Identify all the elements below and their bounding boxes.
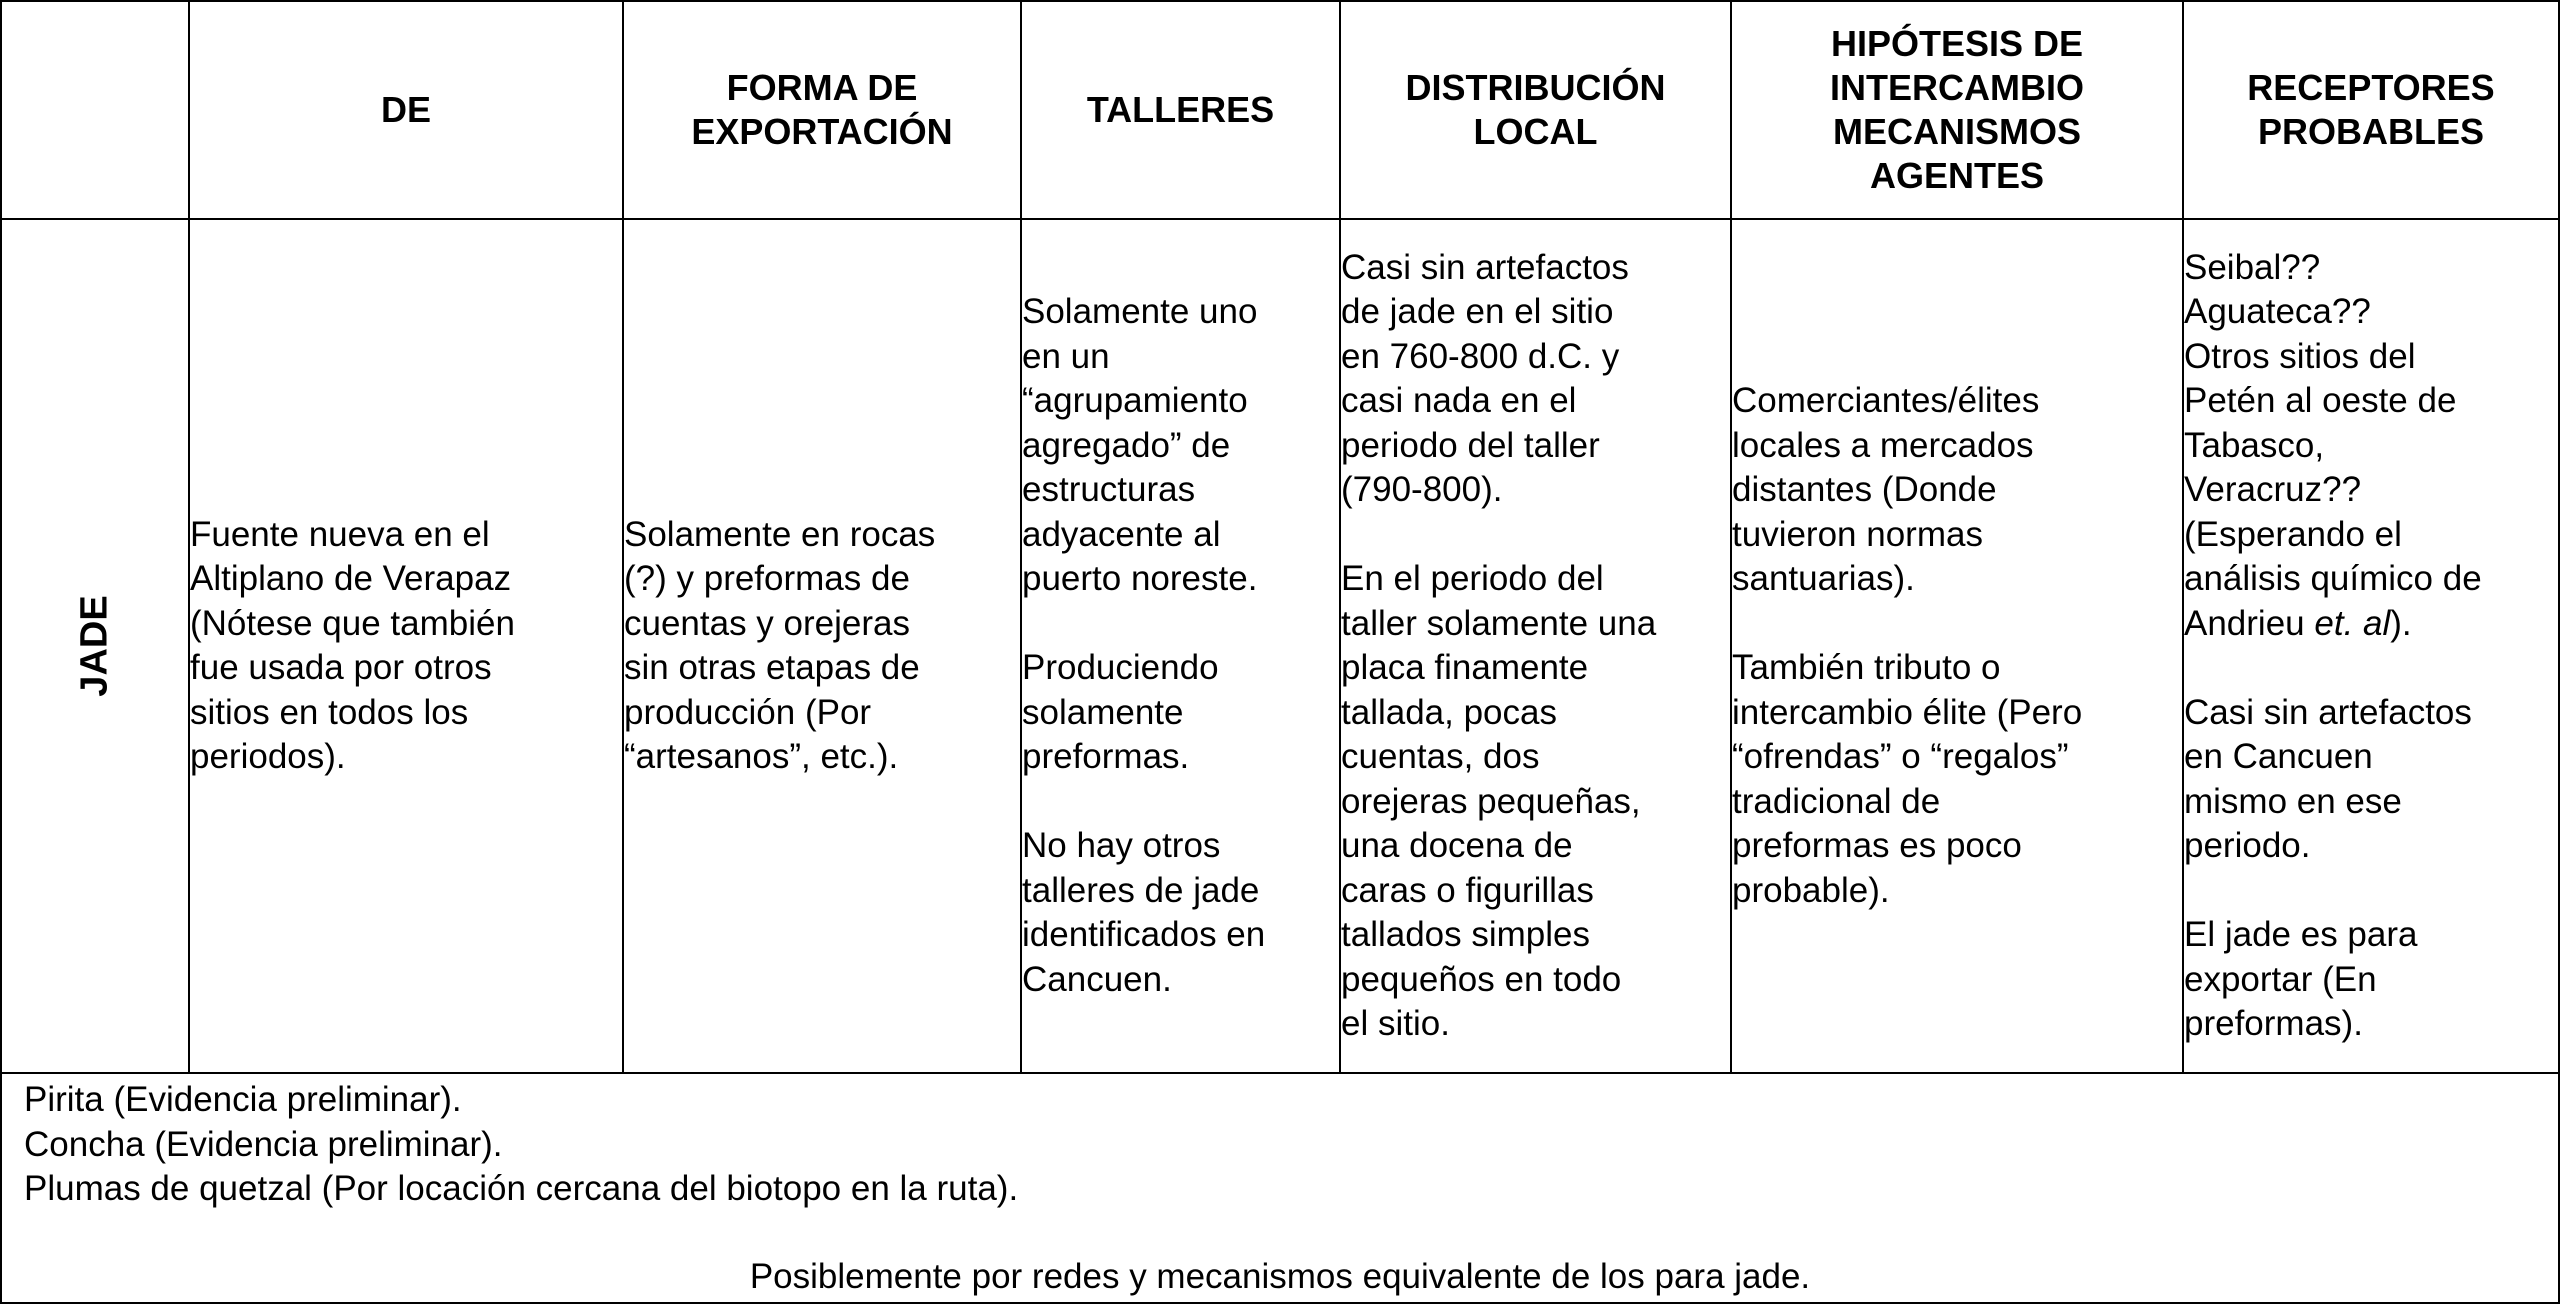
text-line: tallada, pocas bbox=[1341, 692, 1557, 732]
text-line: Fuente nueva en el bbox=[190, 514, 490, 554]
text-line: El jade es para bbox=[2184, 915, 2418, 954]
text-line: HIPÓTESIS DE bbox=[1830, 23, 2084, 64]
text-line: Plumas de quetzal (Por locación cercana del biotopo en la ruta). bbox=[24, 1169, 1019, 1208]
footer-centered-note: Posiblemente por redes y mecanismos equivalente de los para jade. bbox=[749, 1256, 1811, 1296]
header-de bbox=[189, 1, 623, 219]
cell-de bbox=[189, 219, 623, 1073]
text-line: de jade en el sitio bbox=[1341, 292, 1614, 331]
text-line: el sitio. bbox=[1341, 1004, 1450, 1043]
text-line: producción (Por bbox=[624, 692, 872, 732]
text-line: placa finamente bbox=[1341, 648, 1589, 687]
text-line: No hay otros bbox=[1022, 826, 1221, 865]
text-line: LOCAL bbox=[1473, 111, 1598, 152]
text-line: estructuras bbox=[1022, 470, 1196, 509]
text-line: fue usada por otros bbox=[190, 648, 492, 687]
text-line: en un bbox=[1022, 336, 1110, 376]
text-line: “artesanos”, etc.). bbox=[624, 737, 899, 776]
text-line: distantes (Donde bbox=[1732, 470, 1997, 509]
header-row bbox=[1, 1, 2559, 219]
text-line: adyacente al bbox=[1022, 514, 1221, 554]
cell-distribucion bbox=[1340, 219, 1731, 1073]
text-line: Comerciantes/élites bbox=[1732, 381, 2040, 420]
text-line: (790-800). bbox=[1341, 470, 1503, 509]
text-line: RECEPTORES bbox=[2247, 67, 2495, 108]
text-line: MECANISMOS bbox=[1832, 111, 2081, 152]
cell-hipotesis bbox=[1731, 219, 2183, 1073]
distribucion-paragraph-2 bbox=[1341, 557, 1730, 1047]
row-label-jade: JADE bbox=[73, 595, 116, 697]
text-line: Cancuen. bbox=[1022, 959, 1172, 999]
text-line: DISTRIBUCIÓN bbox=[1405, 67, 1666, 108]
footer-cell bbox=[1, 1073, 2559, 1303]
text-line: tallados simples bbox=[1341, 915, 1590, 954]
text-line: “ofrendas” o “regalos” bbox=[1732, 737, 2069, 776]
text-line: Solamente en rocas bbox=[624, 514, 936, 554]
text-line: Solamente uno bbox=[1022, 292, 1258, 331]
jade-row bbox=[1, 219, 2559, 1073]
text-line: casi nada en el bbox=[1341, 381, 1577, 420]
text-line: (Esperando el bbox=[2184, 514, 2402, 554]
text-line: Aguateca?? bbox=[2184, 292, 2371, 331]
row-label-cell bbox=[1, 219, 189, 1073]
text-line: preformas. bbox=[1022, 737, 1190, 776]
text-line: cuentas, dos bbox=[1341, 737, 1540, 776]
text-line: preformas es poco bbox=[1732, 826, 2022, 865]
text-line: PROBABLES bbox=[2257, 111, 2485, 152]
text-line: periodos). bbox=[190, 737, 346, 776]
header-forma-de-exportacion bbox=[623, 1, 1021, 219]
receptores-paragraph-1 bbox=[2184, 246, 2558, 602]
text-line: FORMA DE bbox=[726, 67, 918, 108]
text-line: Casi sin artefactos bbox=[1341, 247, 1629, 287]
text-line: sitios en todos los bbox=[190, 692, 469, 732]
text-line: una docena de bbox=[1341, 826, 1573, 865]
text-line: TALLERES bbox=[1086, 89, 1275, 130]
hipotesis-paragraph-1 bbox=[1732, 379, 2182, 602]
cell-forma bbox=[623, 219, 1021, 1073]
text-line: Casi sin artefactos bbox=[2184, 692, 2472, 732]
receptores-paragraph-3 bbox=[2184, 913, 2558, 1047]
text-line: identificados en bbox=[1022, 915, 1266, 954]
header-distribucion-local bbox=[1340, 1, 1731, 219]
text-line: tradicional de bbox=[1732, 781, 1941, 821]
forma-text bbox=[624, 513, 1020, 780]
text-line: orejeras pequeñas, bbox=[1341, 781, 1641, 821]
header-talleres bbox=[1021, 1, 1340, 219]
text-line: “agrupamiento bbox=[1022, 381, 1248, 420]
text-line: caras o figurillas bbox=[1341, 870, 1594, 910]
text-line: periodo. bbox=[2184, 826, 2311, 865]
hipotesis-paragraph-2 bbox=[1732, 646, 2182, 913]
text-line: santuarias). bbox=[1732, 559, 1915, 598]
de-text bbox=[190, 513, 622, 780]
text-line: INTERCAMBIO bbox=[1830, 67, 2084, 108]
text-line: tuvieron normas bbox=[1732, 514, 1983, 554]
text-line: (?) y preformas de bbox=[624, 559, 910, 598]
talleres-paragraph-2 bbox=[1022, 646, 1339, 780]
text-line: Seibal?? bbox=[2184, 247, 2321, 287]
text-line: DE bbox=[380, 89, 431, 130]
text-line: intercambio élite (Pero bbox=[1732, 692, 2083, 732]
text-line: locales a mercados bbox=[1732, 425, 2034, 465]
text-line: AGENTES bbox=[1869, 155, 2045, 196]
header-hipotesis bbox=[1731, 1, 2183, 219]
text-line: Concha (Evidencia preliminar). bbox=[24, 1124, 503, 1164]
text-line: (Nótese que también bbox=[190, 603, 515, 643]
text-line: exportar (En bbox=[2184, 959, 2377, 999]
text-line: talleres de jade bbox=[1022, 870, 1260, 910]
header-material bbox=[1, 1, 189, 219]
text-line: en Cancuen bbox=[2184, 737, 2373, 776]
text-line: Produciendo bbox=[1022, 648, 1219, 687]
talleres-paragraph-1 bbox=[1022, 290, 1339, 602]
text-line: Pirita (Evidencia preliminar). bbox=[24, 1080, 462, 1119]
talleres-paragraph-3 bbox=[1022, 824, 1339, 1002]
text-line: puerto noreste. bbox=[1022, 559, 1258, 598]
receptores-paragraph-2 bbox=[2184, 691, 2558, 869]
cell-receptores bbox=[2183, 219, 2559, 1073]
text-line: EXPORTACIÓN bbox=[691, 111, 953, 152]
text-line: agregado” de bbox=[1022, 425, 1231, 465]
text-line: cuentas y orejeras bbox=[624, 603, 910, 643]
text-line: periodo del taller bbox=[1341, 425, 1600, 465]
text-line: en 760-800 d.C. y bbox=[1341, 336, 1620, 376]
receptores-andrieu-line: Andrieu et. al). bbox=[2184, 603, 2412, 643]
text-line: Otros sitios del bbox=[2184, 336, 2416, 376]
text-line: preformas). bbox=[2184, 1004, 2363, 1043]
text-line: taller solamente una bbox=[1341, 603, 1657, 643]
cell-talleres bbox=[1021, 219, 1340, 1073]
text-line: También tributo o bbox=[1732, 648, 2001, 687]
text-line: análisis químico de bbox=[2184, 559, 2482, 598]
distribucion-paragraph-1 bbox=[1341, 246, 1730, 513]
text-line: mismo en ese bbox=[2184, 781, 2402, 821]
text-line: Tabasco, bbox=[2184, 425, 2325, 465]
footer-row bbox=[1, 1073, 2559, 1303]
footer-lines bbox=[24, 1078, 2558, 1212]
text-line: probable). bbox=[1732, 870, 1890, 910]
text-line: sin otras etapas de bbox=[624, 648, 920, 687]
header-receptores-probables bbox=[2183, 1, 2559, 219]
text-line: solamente bbox=[1022, 692, 1184, 732]
text-line: Altiplano de Verapaz bbox=[190, 559, 512, 598]
text-line: En el periodo del bbox=[1341, 559, 1604, 598]
text-line: Petén al oeste de bbox=[2184, 381, 2457, 420]
text-line: Veracruz?? bbox=[2184, 470, 2362, 509]
text-line: pequeños en todo bbox=[1341, 959, 1622, 999]
